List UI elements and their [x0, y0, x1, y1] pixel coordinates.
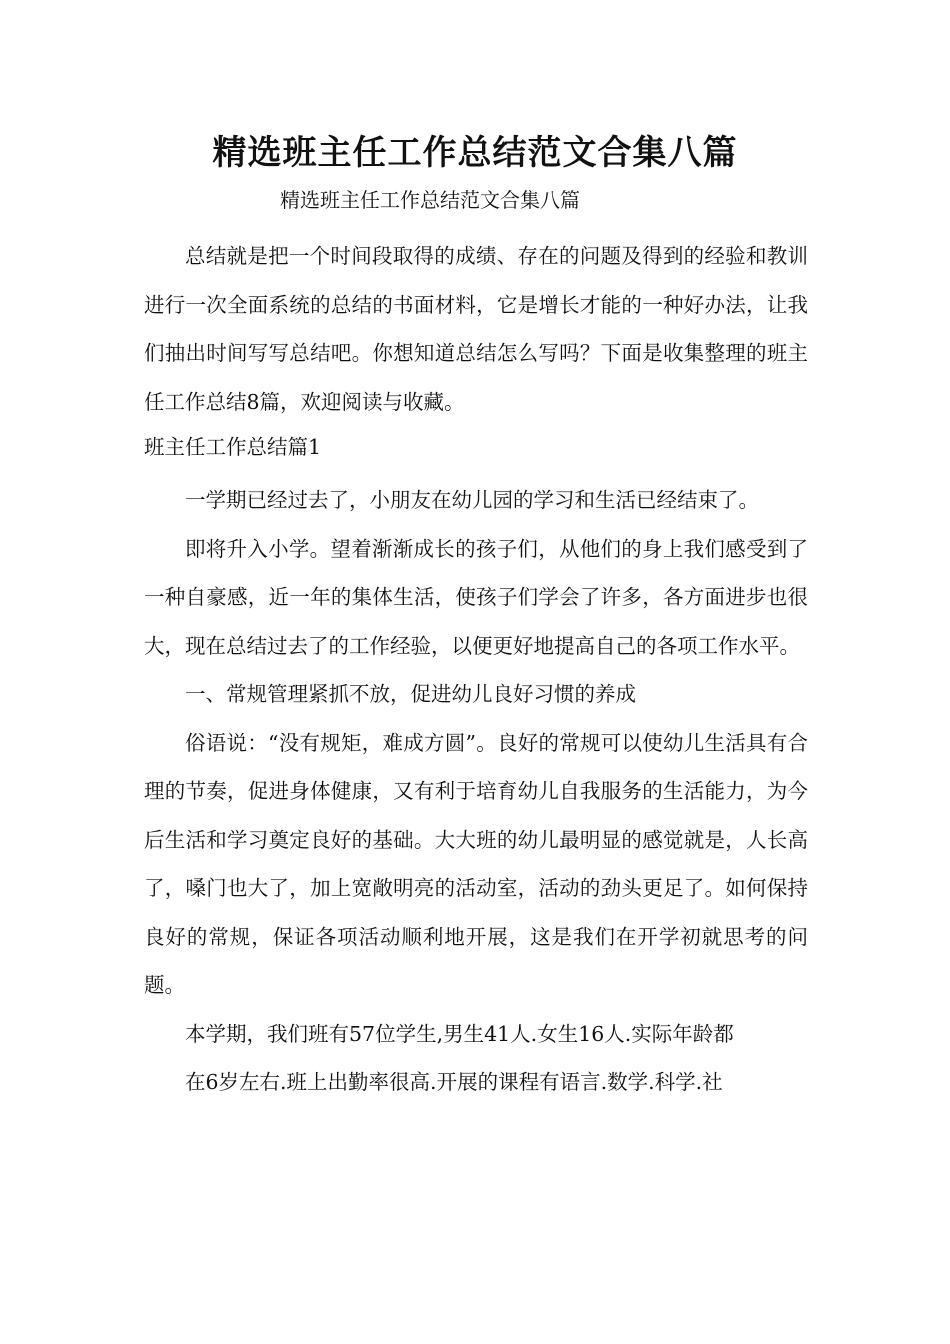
- document-subtitle: 精选班主任工作总结范文合集八篇: [280, 188, 580, 212]
- section-heading: 班主任工作总结篇1: [144, 435, 322, 459]
- body-paragraph: 一学期已经过去了，小朋友在幼儿园的学习和生活已经结束了。: [185, 488, 759, 512]
- intro-paragraph: 总结就是把一个时间段取得的成绩、存在的问题及得到的经验和教训进行一次全面系统的总结的书面材料，它是增长才能的一种好办法，让我们抽出时间写写总结吧。你想知道总结怎么写吗？下面是收集整理的班主任工作总结8篇，欢迎阅读与收藏。: [144, 244, 808, 414]
- body-paragraph: 在6岁左右.班上出勤率很高.开展的课程有语言.数学.科学.社: [185, 1070, 723, 1094]
- body-paragraph: 俗语说：“没有规矩，难成方圆”。良好的常规可以使幼儿生活具有合理的节奏，促进身体健康，又有利于培育幼儿自我服务的生活能力，为今后生活和学习奠定良好的基础。大大班的幼儿最明显的感觉就是，人长高了，嗓门也大了，加上宽敞明亮的活动室，活动的劲头更足了。如何保持良好的常规，保证各项活动顺利地开展，这是我们在开学初就思考的问题。: [144, 730, 808, 997]
- body-paragraph: 即将升入小学。望着渐渐成长的孩子们，从他们的身上我们感受到了一种自豪感，近一年的集体生活，使孩子们学会了许多，各方面进步也很大，现在总结过去了的工作经验，以便更好地提高自己的各项工作水平。: [144, 536, 808, 658]
- document-body: [144, 232, 808, 1107]
- subsection-heading: 一、常规管理紧抓不放，促进幼儿良好习惯的养成: [185, 682, 636, 706]
- document-title: 精选班主任工作总结范文合集八篇: [212, 133, 738, 173]
- body-paragraph: 本学期，我们班有57位学生,男生41人.女生16人.实际年龄都: [185, 1021, 734, 1046]
